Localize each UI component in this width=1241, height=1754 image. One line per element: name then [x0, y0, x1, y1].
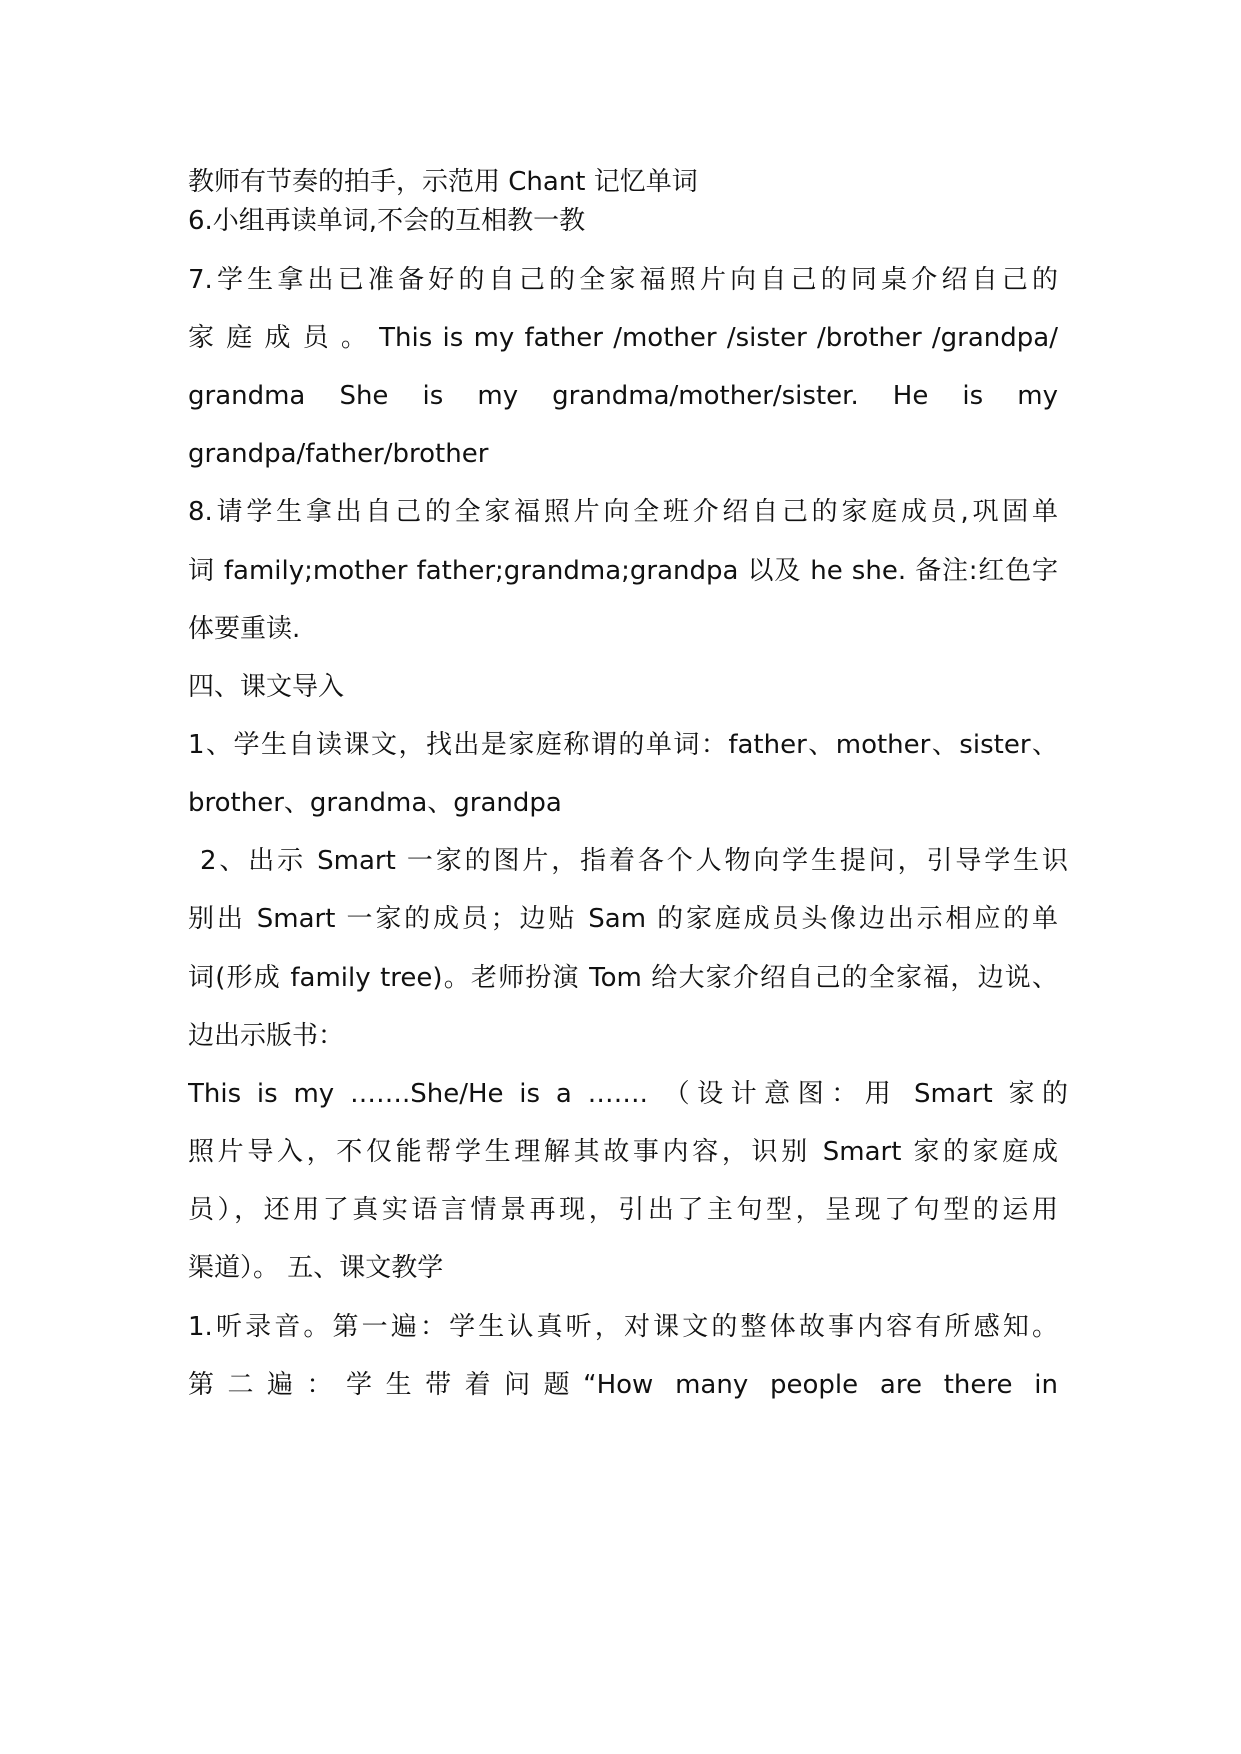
text-line-6: grandpa/father/brother	[188, 439, 489, 469]
text-line-1: 教师有节奏的拍手，示范用 Chant 记忆单词	[188, 167, 698, 197]
text-line-19: 员），还用了真实语言情景再现，引出了主句型，呈现了句型的运用	[188, 1195, 1058, 1225]
text-line-22: 第二遍：学生带着问题“How many people are there in	[188, 1370, 1058, 1400]
text-line-8: 词 family;mother father;grandma;grandpa 以及 he she. 备注:红色字	[188, 556, 1058, 586]
text-line-14: 别出 Smart 一家的成员；边贴 Sam 的家庭成员头像边出示相应的单	[188, 904, 1058, 934]
text-line-15: 词(形成 family tree)。老师扮演 Tom 给大家介绍自己的全家福，边说、	[188, 963, 1058, 993]
text-line-9: 体要重读.	[188, 614, 301, 644]
text-line-7: 8.请学生拿出自己的全家福照片向全班介绍自己的家庭成员,巩固单	[188, 497, 1058, 527]
text-line-4: 家 庭 成 员 。 This is my father /mother /sister /brother /grandpa/	[188, 323, 1058, 353]
section-heading-4: 四、课文导入	[188, 672, 345, 702]
text-line-21: 1.听录音。第一遍：学生认真听，对课文的整体故事内容有所感知。	[188, 1312, 1058, 1342]
text-line-16: 边出示版书：	[188, 1021, 345, 1051]
text-line-17: This is my …….She/He is a ……. （设计意图：用 Smart 家的	[188, 1079, 1068, 1109]
text-line-2: 6.小组再读单词,不会的互相教一教	[188, 206, 586, 236]
text-line-11: 1、学生自读课文，找出是家庭称谓的单词：father、mother、sister、	[188, 730, 1058, 760]
text-line-20: 渠道）。 五、课文教学	[188, 1253, 444, 1283]
text-line-18: 照片导入，不仅能帮学生理解其故事内容，识别 Smart 家的家庭成	[188, 1137, 1058, 1167]
text-line-5: grandma She is my grandma/mother/sister. He is my	[188, 381, 1058, 411]
text-line-13: 2、出示 Smart 一家的图片，指着各个人物向学生提问，引导学生识	[200, 846, 1068, 876]
text-line-12: brother、grandma、grandpa	[188, 788, 562, 818]
text-line-3: 7.学生拿出已准备好的自己的全家福照片向自己的同桌介绍自己的	[188, 265, 1058, 295]
